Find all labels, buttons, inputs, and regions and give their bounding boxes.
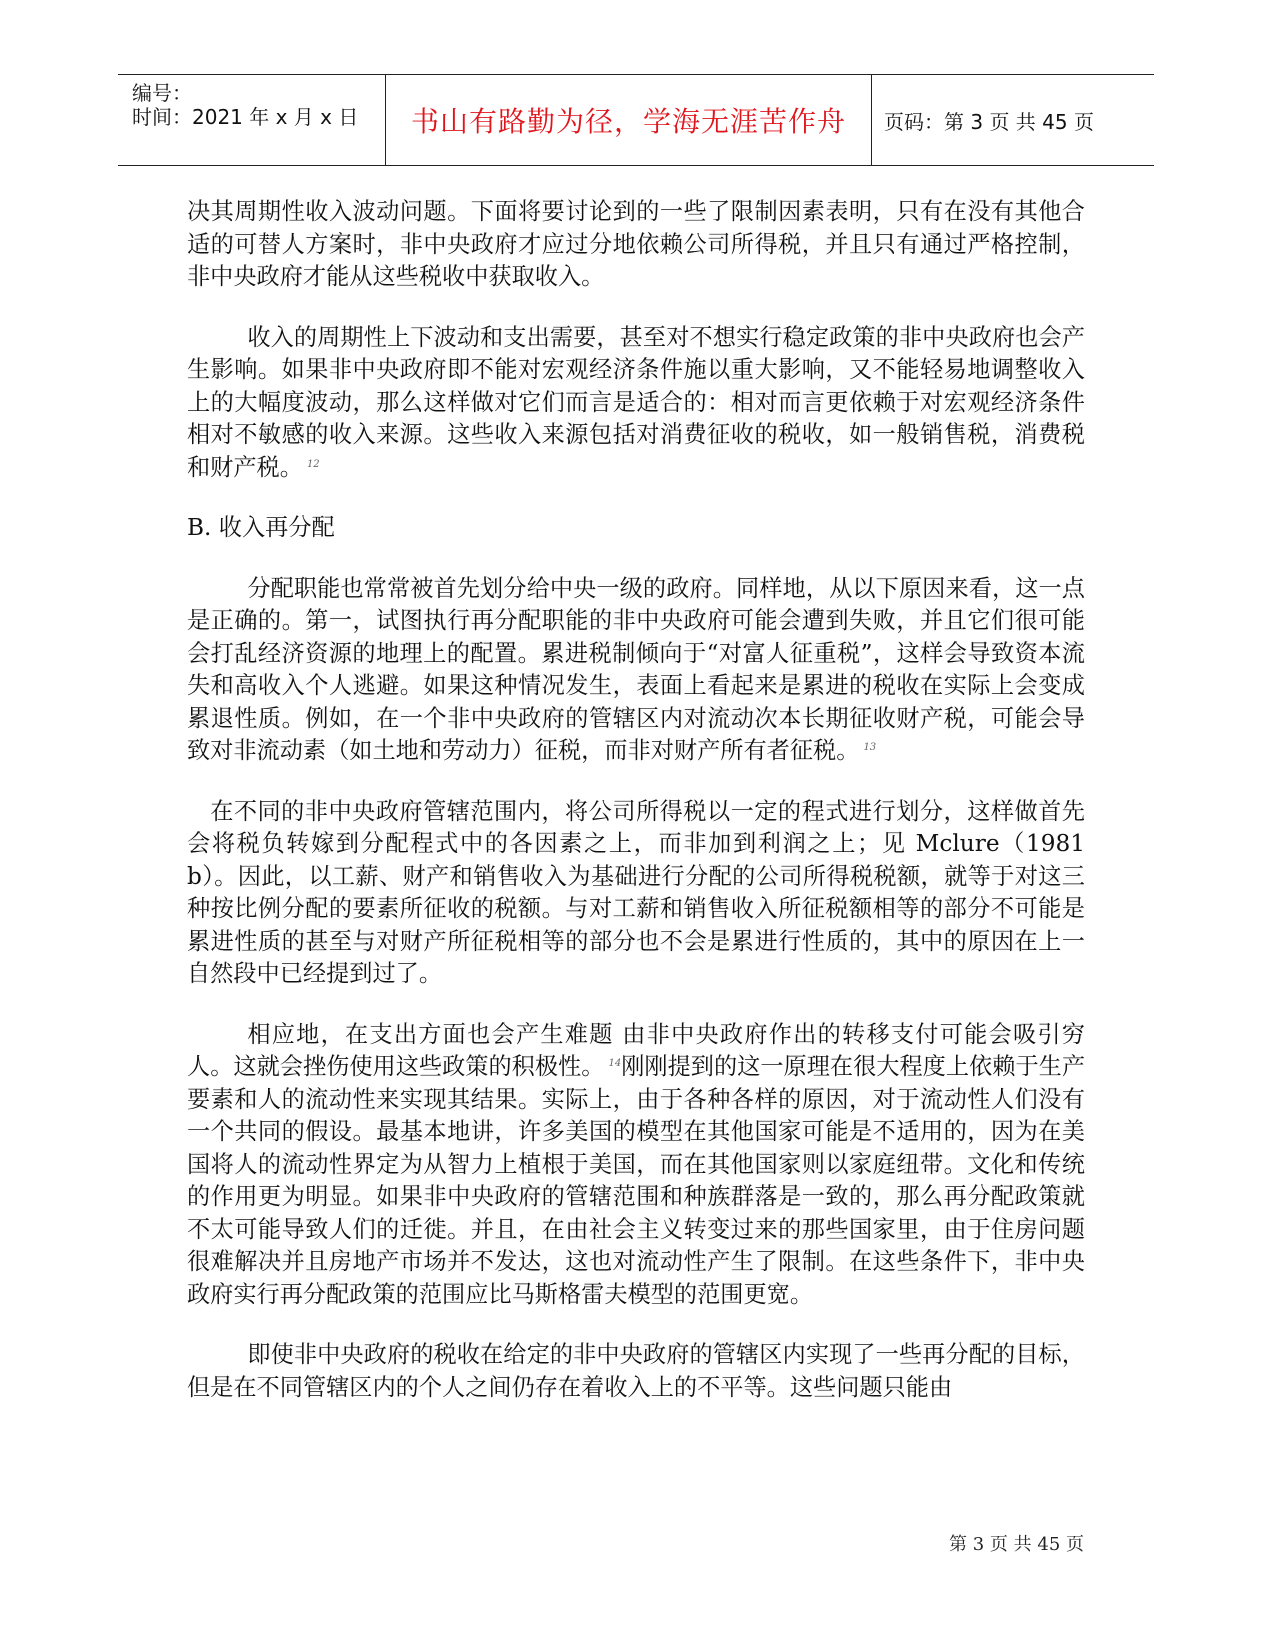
document-date-label: 时间：2021 年 x 月 x 日 (132, 105, 359, 129)
footnote-marker: 12 (306, 458, 320, 470)
paragraph-text: 分配职能也常常被首先划分给中央一级的政府。同样地，从以下原因来看，这一点是正确的。第一，试图执行再分配职能的非中央政府可能会遭到失败，并且它们很可能会打乱经济资源的地理上的配置。累进税制倾向于“对富人征重税”，这样会导致资本流失和高收入个人逃避。如果这种情况发生，表面上看起来是累进的税收在实际上会变成累退性质。例如，在一个非中央政府的管辖区内对流动次本长期征收财产税，可能会导致对非流动素（如土地和劳动力）征税，而非对财产所有者征税。 (187, 574, 1085, 764)
section-heading: B. 收入再分配 (187, 514, 335, 541)
footnote-marker: 14 (608, 1058, 622, 1069)
header-page-number: 页码：第 3 页 共 45 页 (884, 109, 1094, 134)
paragraph-text: 在不同的非中央政府管辖范围内，将公司所得税以一定的程式进行划分，这样做首先会将税负转嫁到分配程式中的各因素之上，而非加到利润之上；见 Mclure（1981 b）。因此，以工薪、财产和销售收入为基础进行分配的公司所得税税额，就等于对这三种按比例分配的要素所征收的税额。与对工薪和销售收入所征税额相等的部分不可能是累进性质的甚至与对财产所征税相等的部分也不会是累进行性质的，其中的原因在上一自然段中已经提到过了。 (187, 797, 1085, 987)
paragraph-text: 相应地，在支出方面也会产生难题 由非中央政府作出的转移支付可能会吸引穷人。这就会挫伤使用这些政策的积极性。 (187, 1020, 1085, 1080)
paragraph-text: 决其周期性收入波动问题。下面将要讨论到的一些了限制因素表明，只有在没有其他合适的可替人方案时，非中央政府才应过分地依赖公司所得税，并且只有通过严格控制，非中央政府才能从这些税收中获取收入。 (187, 198, 1085, 290)
paragraph (187, 796, 1085, 991)
paragraph (187, 1019, 1085, 1312)
paragraph-text: 即使非中央政府的税收在给定的非中央政府的管辖区内实现了一些再分配的目标，但是在不同管辖区内的个人之间仍存在着收入上的不平等。这些问题只能由 (187, 1341, 1085, 1401)
document-number-label: 编号： (132, 81, 192, 105)
paragraph (187, 322, 1085, 485)
paragraph (187, 196, 1085, 294)
footnote-marker: 13 (863, 742, 877, 753)
paragraph (187, 573, 1085, 768)
header-meta (118, 75, 386, 165)
paragraph (187, 1339, 1085, 1404)
paragraph-text: 刚刚提到的这一原理在很大程度上依赖于生产要素和人的流动性来实现其结果。实际上，由于各种各样的原因，对于流动性人们没有一个共同的假设。最基本地讲，许多美国的模型在其他国家可能是不适用的，因为在美国将人的流动性界定为从智力上植根于美国，而在其他国家则以家庭纽带。文化和传统的作用更为明显。如果非中央政府的管辖范围和种族群落是一致的，那么再分配政策就不太可能导致人们的迁徙。并且，在由社会主义转变过来的那些国家里，由于住房问题很难解决并且房地产市场并不发达，这也对流动性产生了限制。在这些条件下，非中央政府实行再分配政策的范围应比马斯格雷夫模型的范围更宽。 (187, 1053, 1086, 1308)
paragraph-text: 收入的周期性上下波动和支出需要，甚至对不想实行稳定政策的非中央政府也会产生影响。如果非中央政府即不能对宏观经济条件施以重大影响，又不能轻易地调整收入上的大幅度波动，那么这样做对它们而言是适合的：相对而言更依赖于对宏观经济条件相对不敏感的收入来源。这些收入来源包括对消费征收的税收，如一般销售税，消费税和财产税。 (187, 323, 1085, 481)
header-motto: 书山有路勤为径，学海无涯苦作舟 (386, 75, 872, 165)
page-footer: 第 3 页 共 45 页 (949, 1534, 1084, 1555)
document-body (187, 196, 1085, 1432)
page-header (118, 74, 1154, 166)
